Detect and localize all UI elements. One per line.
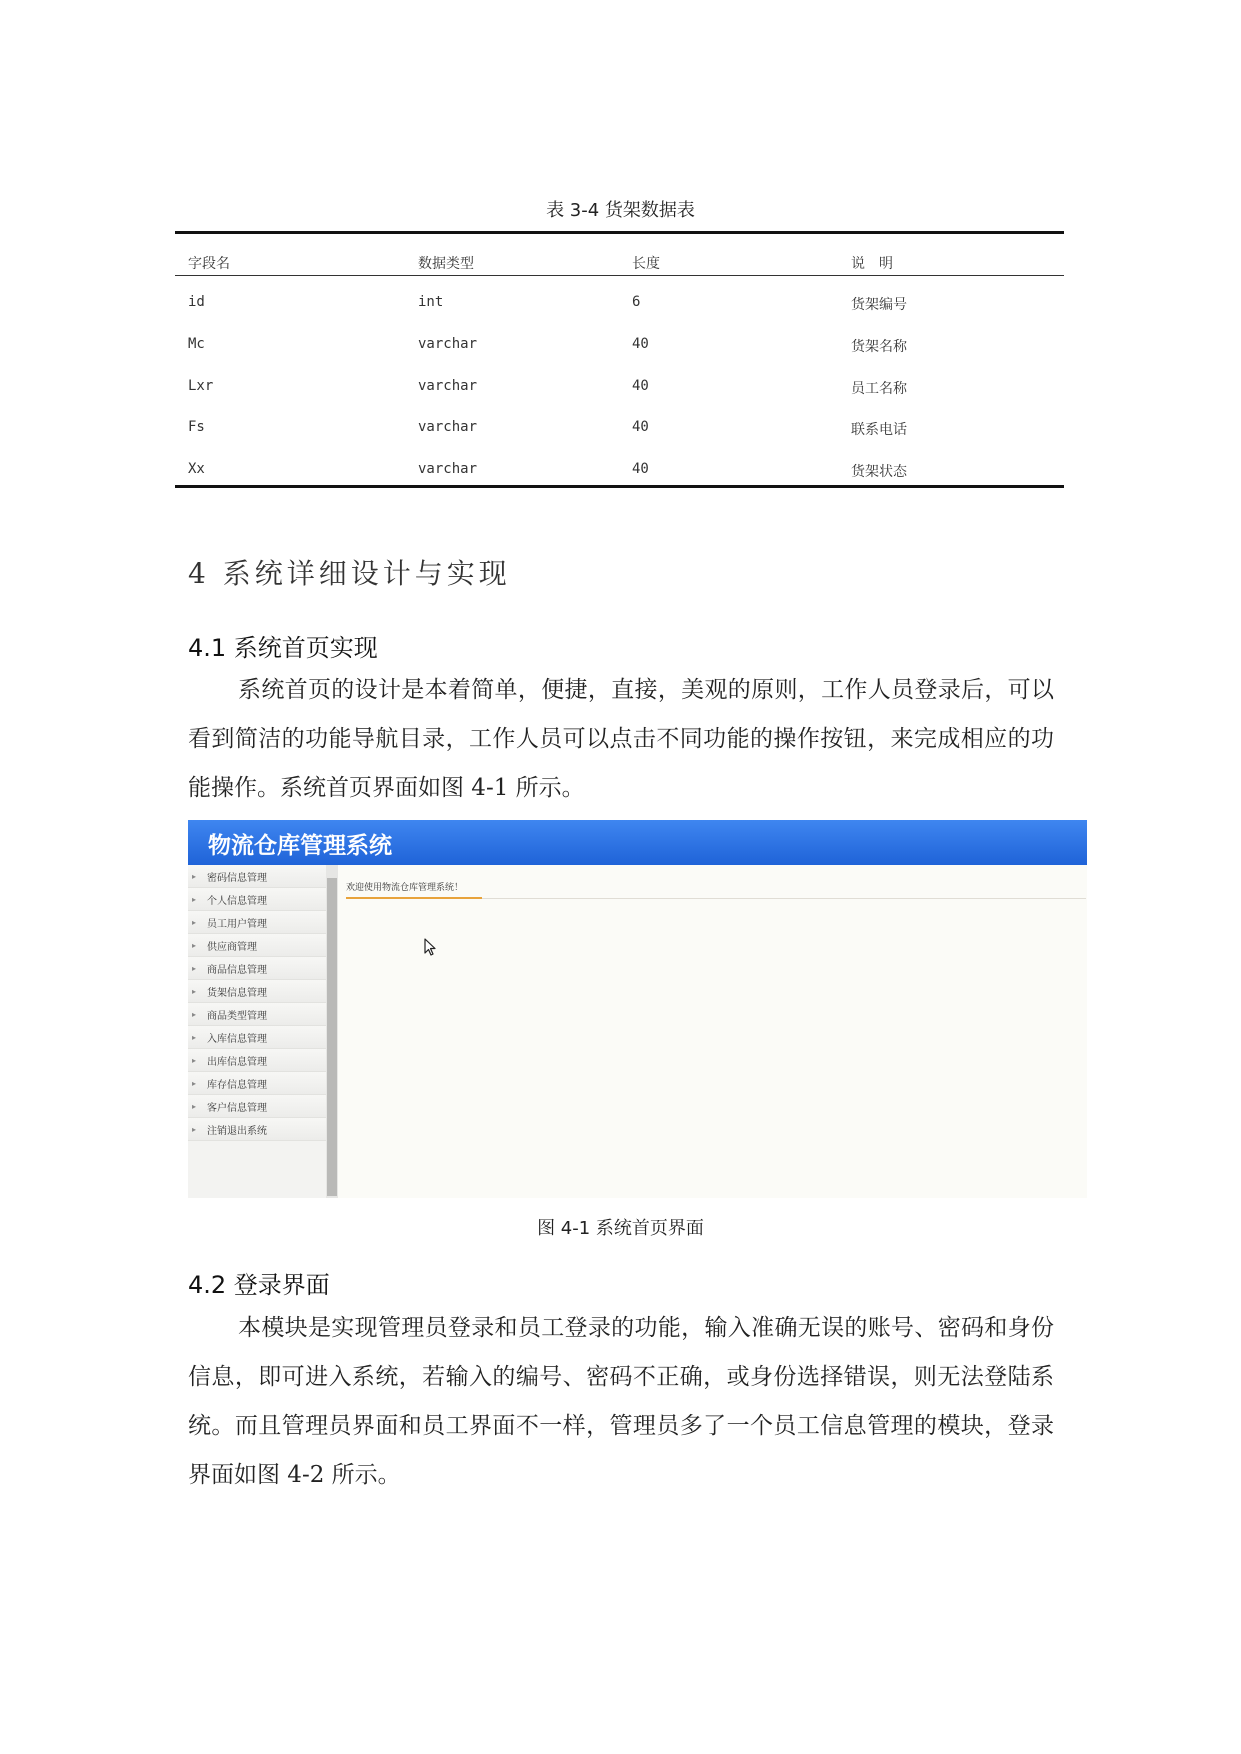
- sidebar-item[interactable]: [188, 911, 326, 934]
- chevron-right-icon: ▸: [192, 1101, 197, 1111]
- chevron-right-icon: ▸: [192, 1055, 197, 1065]
- table-top-rule: [175, 231, 1064, 234]
- sidebar-item[interactable]: [188, 1072, 326, 1095]
- tab-active-indicator: [346, 897, 482, 899]
- sidebar-item-label: 个人信息管理: [207, 895, 267, 907]
- chevron-right-icon: ▸: [192, 1078, 197, 1088]
- table-cell: varchar: [418, 378, 478, 394]
- table-cell: 货架名称: [851, 339, 907, 355]
- table-cell: 货架编号: [851, 297, 907, 313]
- subsection-heading-4-1: 4.1 系统首页实现: [188, 634, 378, 662]
- table-cell: varchar: [418, 336, 478, 352]
- table-header-length: 长度: [632, 256, 660, 272]
- sidebar-item-label: 库存信息管理: [207, 1079, 267, 1091]
- chevron-right-icon: ▸: [192, 986, 197, 996]
- table-cell: int: [418, 294, 444, 310]
- sidebar-item-label: 客户信息管理: [207, 1102, 267, 1114]
- table-cell: 40: [632, 461, 649, 477]
- sidebar-item[interactable]: [188, 865, 326, 888]
- sidebar-item[interactable]: [188, 1118, 326, 1141]
- sidebar-item[interactable]: [188, 957, 326, 980]
- sidebar-item-label: 密码信息管理: [207, 872, 267, 884]
- chevron-right-icon: ▸: [192, 940, 197, 950]
- chevron-right-icon: ▸: [192, 871, 197, 881]
- chevron-right-icon: ▸: [192, 1124, 197, 1134]
- sidebar-item-label: 出库信息管理: [207, 1056, 267, 1068]
- subsection-heading-4-2: 4.2 登录界面: [188, 1271, 330, 1299]
- sidebar-item[interactable]: [188, 980, 326, 1003]
- table-cell: varchar: [418, 419, 478, 435]
- tab-welcome[interactable]: 欢迎使用物流仓库管理系统！: [346, 883, 464, 893]
- sidebar-item-label: 货架信息管理: [207, 987, 267, 999]
- sidebar-item-label: 注销退出系统: [207, 1125, 267, 1137]
- table-cell: 40: [632, 419, 649, 435]
- sidebar-scrollbar-thumb[interactable]: [327, 878, 337, 1196]
- section-heading: 4 系统详细设计与实现: [188, 557, 511, 590]
- sidebar-item-label: 商品信息管理: [207, 964, 267, 976]
- table-cell: 6: [632, 294, 641, 310]
- chevron-right-icon: ▸: [192, 917, 197, 927]
- paragraph-4-2: 本模块是实现管理员登录和员工登录的功能，输入准确无误的账号、密码和身份信息，即可进入系统，若输入的编号、密码不正确，或身份选择错误，则无法登陆系统。而且管理员界面和员工界面不一样，管理员多了一个员工信息管理的模块，登录界面如图 4-2 所示。: [188, 1315, 1054, 1488]
- sidebar-item-label: 员工用户管理: [207, 918, 267, 930]
- sidebar-item-label: 商品类型管理: [207, 1010, 267, 1022]
- chevron-right-icon: ▸: [192, 894, 197, 904]
- table-cell: 货架状态: [851, 464, 907, 480]
- table-cell: 联系电话: [851, 422, 907, 438]
- table-cell: 40: [632, 336, 649, 352]
- sidebar-item-label: 供应商管理: [207, 941, 257, 953]
- table-cell: 员工名称: [851, 381, 907, 397]
- sidebar-item[interactable]: [188, 1049, 326, 1072]
- table-header-field: 字段名: [188, 256, 230, 272]
- chevron-right-icon: ▸: [192, 1009, 197, 1019]
- sidebar-item-label: 入库信息管理: [207, 1033, 267, 1045]
- table-cell: Xx: [188, 461, 205, 477]
- app-content: [338, 865, 1087, 1198]
- sidebar-item[interactable]: [188, 1095, 326, 1118]
- mouse-cursor-icon: [424, 938, 438, 958]
- sidebar-item[interactable]: [188, 934, 326, 957]
- sidebar-item[interactable]: [188, 1026, 326, 1049]
- table-cell: 40: [632, 378, 649, 394]
- table-header-rule: [175, 275, 1064, 276]
- app-title: 物流仓库管理系统: [208, 833, 392, 859]
- table-bottom-rule: [175, 485, 1064, 488]
- figure-caption: 图 4-1 系统首页界面: [537, 1218, 704, 1239]
- sidebar-item[interactable]: [188, 888, 326, 911]
- table-cell: varchar: [418, 461, 478, 477]
- table-header-type: 数据类型: [418, 256, 474, 272]
- figure-screenshot: [188, 820, 1087, 1198]
- table-cell: Mc: [188, 336, 205, 352]
- table-cell: id: [188, 294, 205, 310]
- chevron-right-icon: ▸: [192, 963, 197, 973]
- chevron-right-icon: ▸: [192, 1032, 197, 1042]
- paragraph-4-1: 系统首页的设计是本着简单，便捷，直接，美观的原则，工作人员登录后，可以看到简洁的功能导航目录，工作人员可以点击不同功能的操作按钮，来完成相应的功能操作。系统首页界面如图 4-1 所示。: [188, 677, 1054, 801]
- table-header-description: 说 明: [851, 256, 893, 272]
- sidebar-item[interactable]: [188, 1003, 326, 1026]
- table-cell: Fs: [188, 419, 205, 435]
- table-cell: Lxr: [188, 378, 214, 394]
- table-caption: 表 3-4 货架数据表: [546, 200, 695, 221]
